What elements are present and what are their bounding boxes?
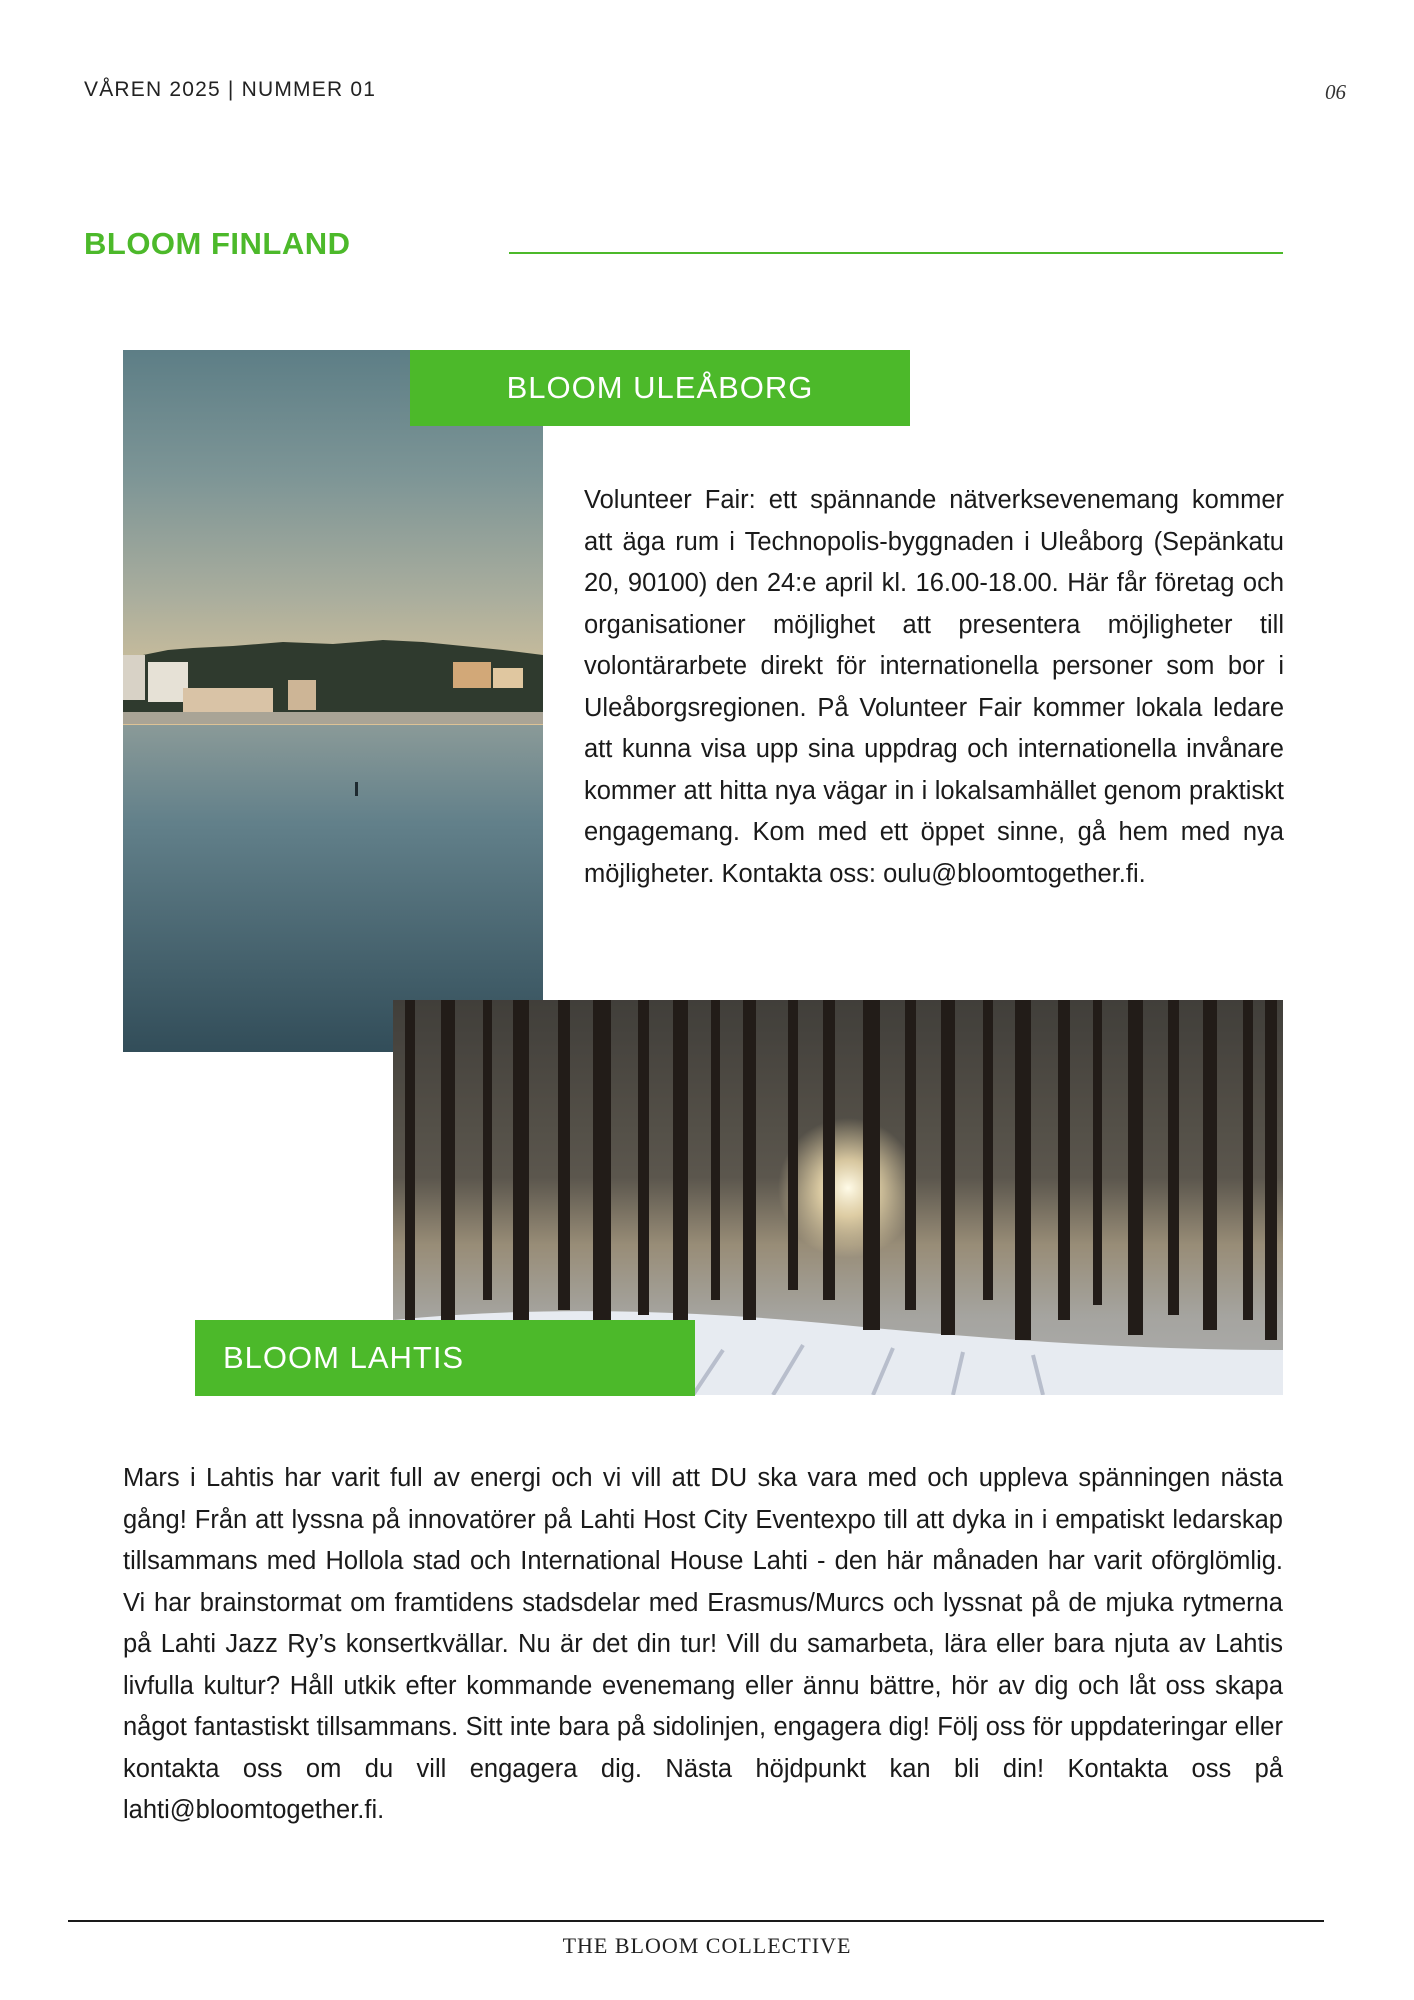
footer-divider	[68, 1920, 1324, 1922]
bloom-uleaborg-tag: BLOOM ULEÅBORG	[410, 350, 910, 426]
lake-photo	[123, 350, 543, 1052]
issue-label: VÅREN 2025 | NUMMER 01	[84, 78, 377, 101]
section-title: BLOOM FINLAND	[84, 226, 351, 261]
page-number: 06	[1325, 80, 1346, 104]
bloom-lahtis-tag: BLOOM LAHTIS	[195, 1320, 695, 1396]
footer-title: THE BLOOM COLLECTIVE	[562, 1933, 852, 1958]
section-divider	[509, 252, 1283, 254]
uleaborg-article-text: Volunteer Fair: ett spännande nätverksevenemang kommer att äga rum i Technopolis-byggnaden i Uleåborg (Sepänkatu 20, 90100) den 24:e april kl. 16.00-18.00. Här får företag och organisationer möjlighet att presentera möjligheter till volontärarbete direkt för internationella personer som bor i Uleåborgsregionen. På Volunteer Fair kommer lokala ledare att kunna visa upp sina uppdrag och internationella invånare kommer att hitta nya vägar in i lokalsamhället genom praktiskt engagemang. Kom med ett öppet sinne, gå hem med nya möjligheter. Kontakta oss: oulu@bloomtogether.fi.	[584, 486, 1284, 888]
lahtis-article-text: Mars i Lahtis har varit full av energi och vi vill att DU ska vara med och uppleva spänningen nästa gång! Från att lyssna på innovatörer på Lahti Host City Eventexpo till att dyka in i empatiskt ledarskap tillsammans med Hollola stad och International House Lahti - den här månaden har varit oförglömlig. Vi har brainstormat om framtidens stadsdelar med Erasmus/Murcs och lyssnat på de mjuka rytmerna på Lahti Jazz Ry’s konsertkvällar. Nu är det din tur! Vill du samarbeta, lära eller bara njuta av Lahtis livfulla kultur? Håll utkik efter kommande evenemang eller ännu bättre, hör av dig och låt oss skapa något fantastiskt tillsammans. Sitt inte bara på sidolinjen, engagera dig! Följ oss för uppdateringar eller kontakta oss om du vill engagera dig. Nästa höjdpunkt kan bli din! Kontakta oss på lahti@bloomtogether.fi.	[123, 1464, 1283, 1824]
